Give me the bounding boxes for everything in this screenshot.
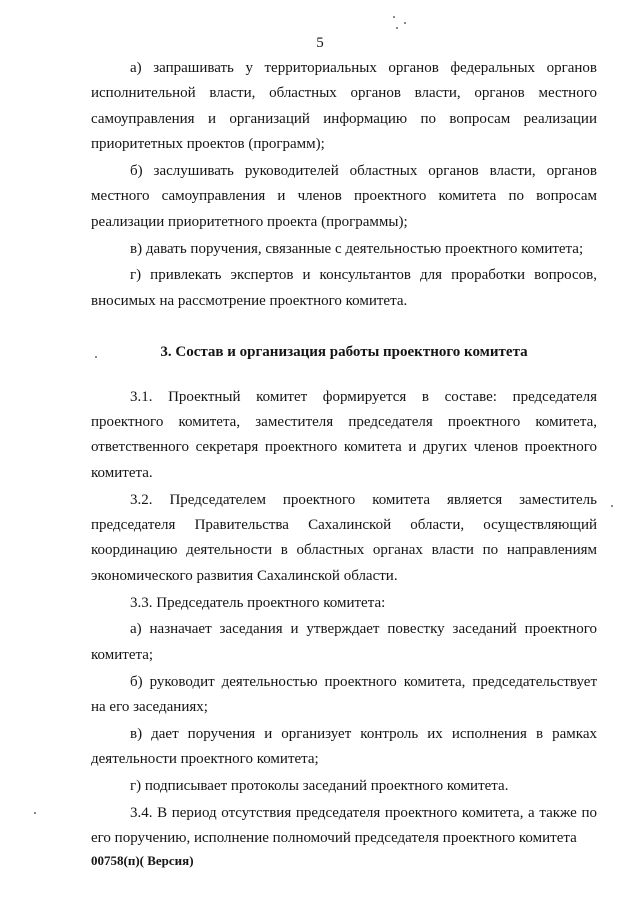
paragraph: 3.1. Проектный комитет формируется в составе: председателя проектного комитета, заместителя председателя проектного комитета, ответственного секретаря проектного комитета и других членов проектного комитета. bbox=[91, 388, 597, 481]
paragraph: а) назначает заседания и утверждает повестку заседаний проектного комитета; bbox=[91, 621, 597, 663]
page-number: 5 bbox=[316, 35, 324, 51]
scan-speck bbox=[611, 505, 613, 507]
paragraph: г) подписывает протоколы заседаний проектного комитета. bbox=[130, 778, 509, 795]
paragraph: 3.2. Председателем проектного комитета является заместитель председателя Правительства Сахалинской области, осуществляющий координацию деятельности в областных органах власти по направлениям экономического развития Сахалинской области. bbox=[91, 491, 597, 584]
scan-speck bbox=[95, 356, 97, 358]
document-body bbox=[91, 56, 597, 853]
paragraph: г) привлекать экспертов и консультантов для проработки вопросов, вносимых на рассмотрение проектного комитета. bbox=[91, 267, 597, 309]
paragraph: 3.4. В период отсутствия председателя проектного комитета, а также по его поручению, исполнение полномочий председателя проектного комитета bbox=[91, 804, 597, 847]
section-heading: 3. Состав и организация работы проектного комитета bbox=[160, 344, 528, 361]
paragraph: б) руководит деятельностью проектного комитета, председательствует на его заседаниях; bbox=[91, 673, 597, 716]
paragraph: 3.3. Председатель проектного комитета: bbox=[130, 594, 386, 611]
scan-speck bbox=[34, 812, 36, 814]
document-footer-code: 00758(п)( Версия) bbox=[91, 853, 194, 868]
scan-speck bbox=[393, 16, 395, 18]
paragraph: б) заслушивать руководителей областных органов власти, органов местного самоуправления и членов проектного комитета по вопросам реализации приоритетного проекта (программы); bbox=[91, 163, 597, 230]
scan-speck bbox=[404, 22, 406, 24]
paragraph: в) давать поручения, связанные с деятельностью проектного комитета; bbox=[130, 240, 584, 257]
paragraph: в) дает поручения и организует контроль их исполнения в рамках деятельности проектного комитета; bbox=[91, 725, 597, 768]
scan-speck bbox=[396, 27, 398, 29]
paragraph: а) запрашивать у территориальных органов федеральных органов исполнительной власти, областных органов власти, органов местного самоуправления и организаций информацию по вопросам реализации приоритетных проектов (программ); bbox=[91, 60, 597, 153]
